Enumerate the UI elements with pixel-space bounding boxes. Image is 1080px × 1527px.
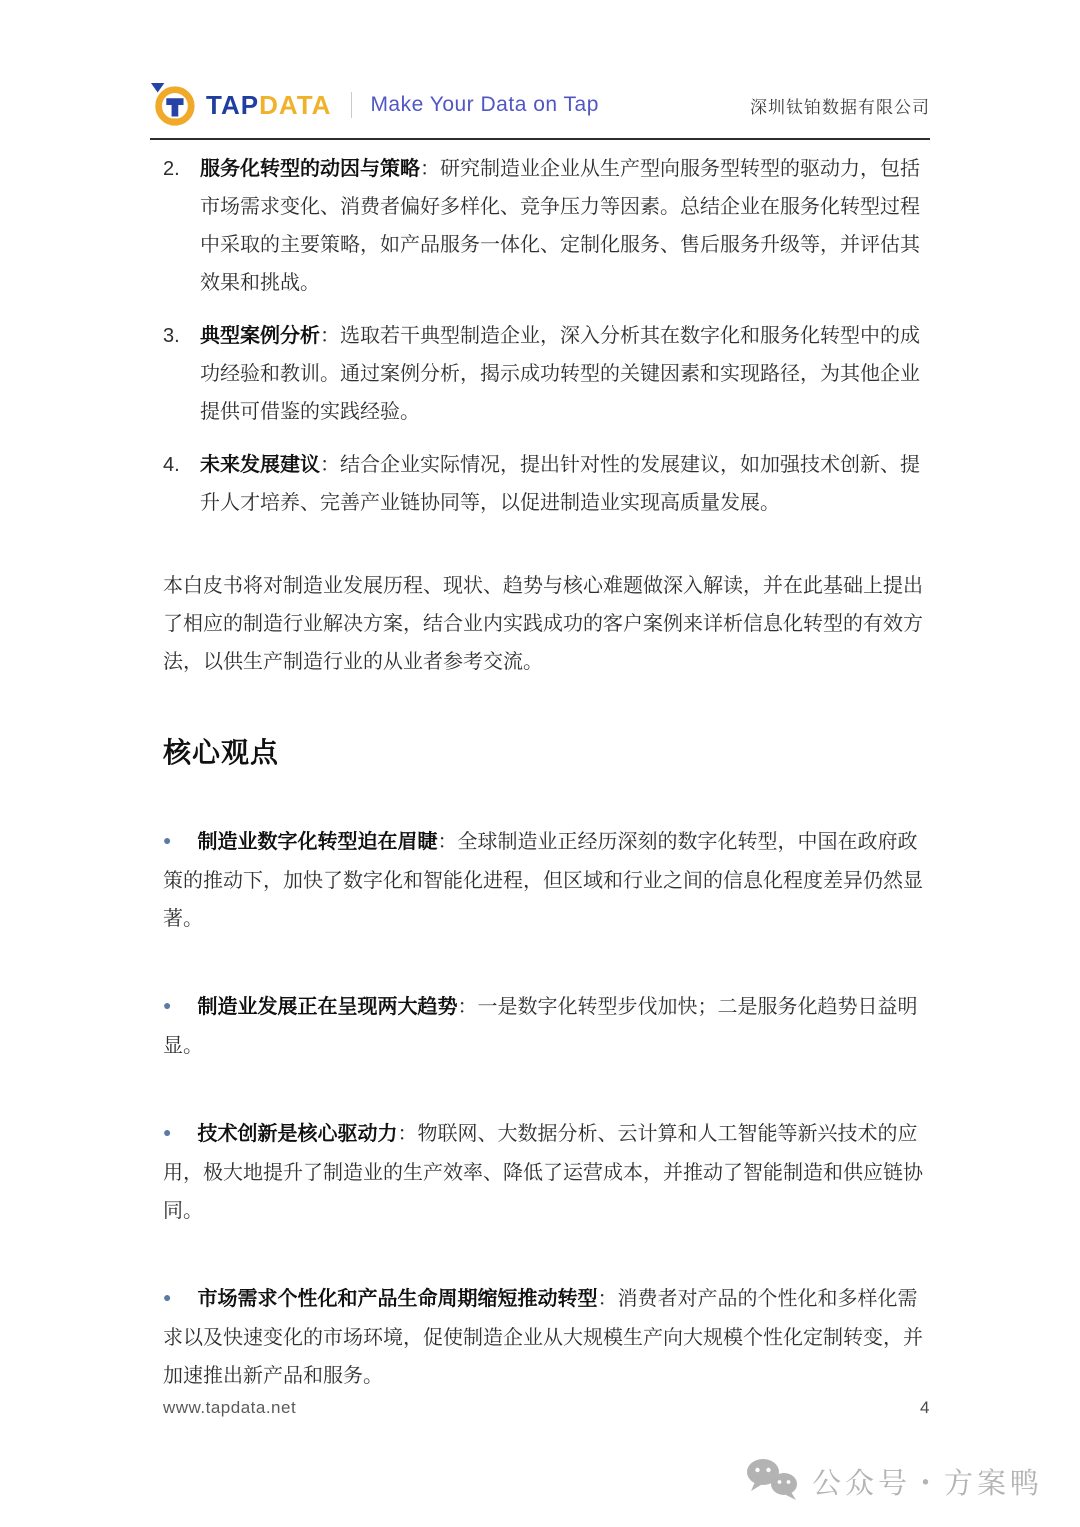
list-item-text xyxy=(200,150,930,302)
page-header xyxy=(150,82,930,128)
section-title: 核心观点 xyxy=(163,737,280,768)
page-footer xyxy=(163,1398,930,1418)
wordmark-tap: TAP xyxy=(206,90,260,120)
list-item-3 xyxy=(163,317,930,431)
key-point-body: ：物联网、大数据分析、云计算和人工智能等新兴技术的应用，极大地提升了制造业的生产效率、降低了运营成本，并推动了智能制造和供应链协同。 xyxy=(163,1123,923,1222)
page-number: 4 xyxy=(920,1398,930,1417)
list-item-lead: 服务化转型的动因与策略 xyxy=(200,158,420,180)
key-point-lead: 制造业数字化转型迫在眉睫 xyxy=(197,831,438,853)
tapdata-logo-icon xyxy=(150,82,196,128)
key-point-lead: 制造业发展正在呈现两大趋势 xyxy=(197,996,458,1018)
watermark-text: 公众号・方案鸭 xyxy=(811,1467,1043,1500)
key-point-3 xyxy=(163,1115,930,1230)
list-item-number: 4. xyxy=(163,454,180,476)
bullet-icon: ● xyxy=(163,1289,172,1305)
list-item-body: ：选取若干典型制造企业，深入分析其在数字化和服务化转型中的成功经验和教训。通过案例分析，揭示成功转型的关键因素和实现路径，为其他企业提供可借鉴的实践经验。 xyxy=(200,325,920,423)
logo-tagline: Make Your Data on Tap xyxy=(370,93,599,116)
tapdata-logo xyxy=(150,82,331,128)
bullet-icon: ● xyxy=(163,997,172,1013)
key-point-body: ：消费者对产品的个性化和多样化需求以及快速变化的市场环境，促使制造企业从大规模生产向大规模个性化定制转变，并加速推出新产品和服务。 xyxy=(163,1288,923,1387)
key-point-4 xyxy=(163,1280,930,1395)
list-item-lead: 典型案例分析 xyxy=(200,325,320,347)
key-point-lead: 技术创新是核心驱动力 xyxy=(197,1123,398,1145)
list-item-2 xyxy=(163,150,930,302)
wechat-watermark xyxy=(746,1458,1043,1504)
document-content xyxy=(163,150,930,1395)
header-rule xyxy=(150,138,930,140)
company-name: 深圳钛铂数据有限公司 xyxy=(750,97,930,117)
list-item-body: ：研究制造业企业从生产型向服务型转型的驱动力，包括市场需求变化、消费者偏好多样化、竞争压力等因素。总结企业在服务化转型过程中采取的主要策略，如产品服务一体化、定制化服务、售后服务升级等，并评估其效果和挑战。 xyxy=(200,158,920,294)
key-point-body: ：一是数字化转型步伐加快；二是服务化趋势日益明显。 xyxy=(163,996,918,1057)
key-point-2 xyxy=(163,988,930,1065)
list-item-body: ：结合企业实际情况，提出针对性的发展建议，如加强技术创新、提升人才培养、完善产业链协同等，以促进制造业实现高质量发展。 xyxy=(200,454,920,514)
header-divider xyxy=(351,92,352,118)
list-item-text xyxy=(200,317,930,431)
footer-url: www.tapdata.net xyxy=(163,1398,297,1417)
key-point-lead: 市场需求个性化和产品生命周期缩短推动转型 xyxy=(197,1288,598,1310)
wordmark-data: DATA xyxy=(259,90,332,120)
key-point-body: ：全球制造业正经历深刻的数字化转型，中国在政府政策的推动下，加快了数字化和智能化进程，但区域和行业之间的信息化程度差异仍然显著。 xyxy=(163,831,923,930)
list-item-number: 2. xyxy=(163,158,180,180)
list-item-text xyxy=(200,446,930,522)
bullet-icon: ● xyxy=(163,1124,172,1140)
intro-paragraph: 本白皮书将对制造业发展历程、现状、趋势与核心难题做深入解读，并在此基础上提出了相应的制造行业解决方案，结合业内实践成功的客户案例来详析信息化转型的有效方法，以供生产制造行业的从业者参考交流。 xyxy=(163,575,923,673)
key-point-1 xyxy=(163,823,930,938)
wechat-icon xyxy=(746,1458,800,1504)
tapdata-wordmark xyxy=(206,92,331,118)
list-item-number: 3. xyxy=(163,325,180,347)
bullet-icon: ● xyxy=(163,832,172,848)
list-item-lead: 未来发展建议 xyxy=(200,454,320,476)
list-item-4 xyxy=(163,446,930,522)
